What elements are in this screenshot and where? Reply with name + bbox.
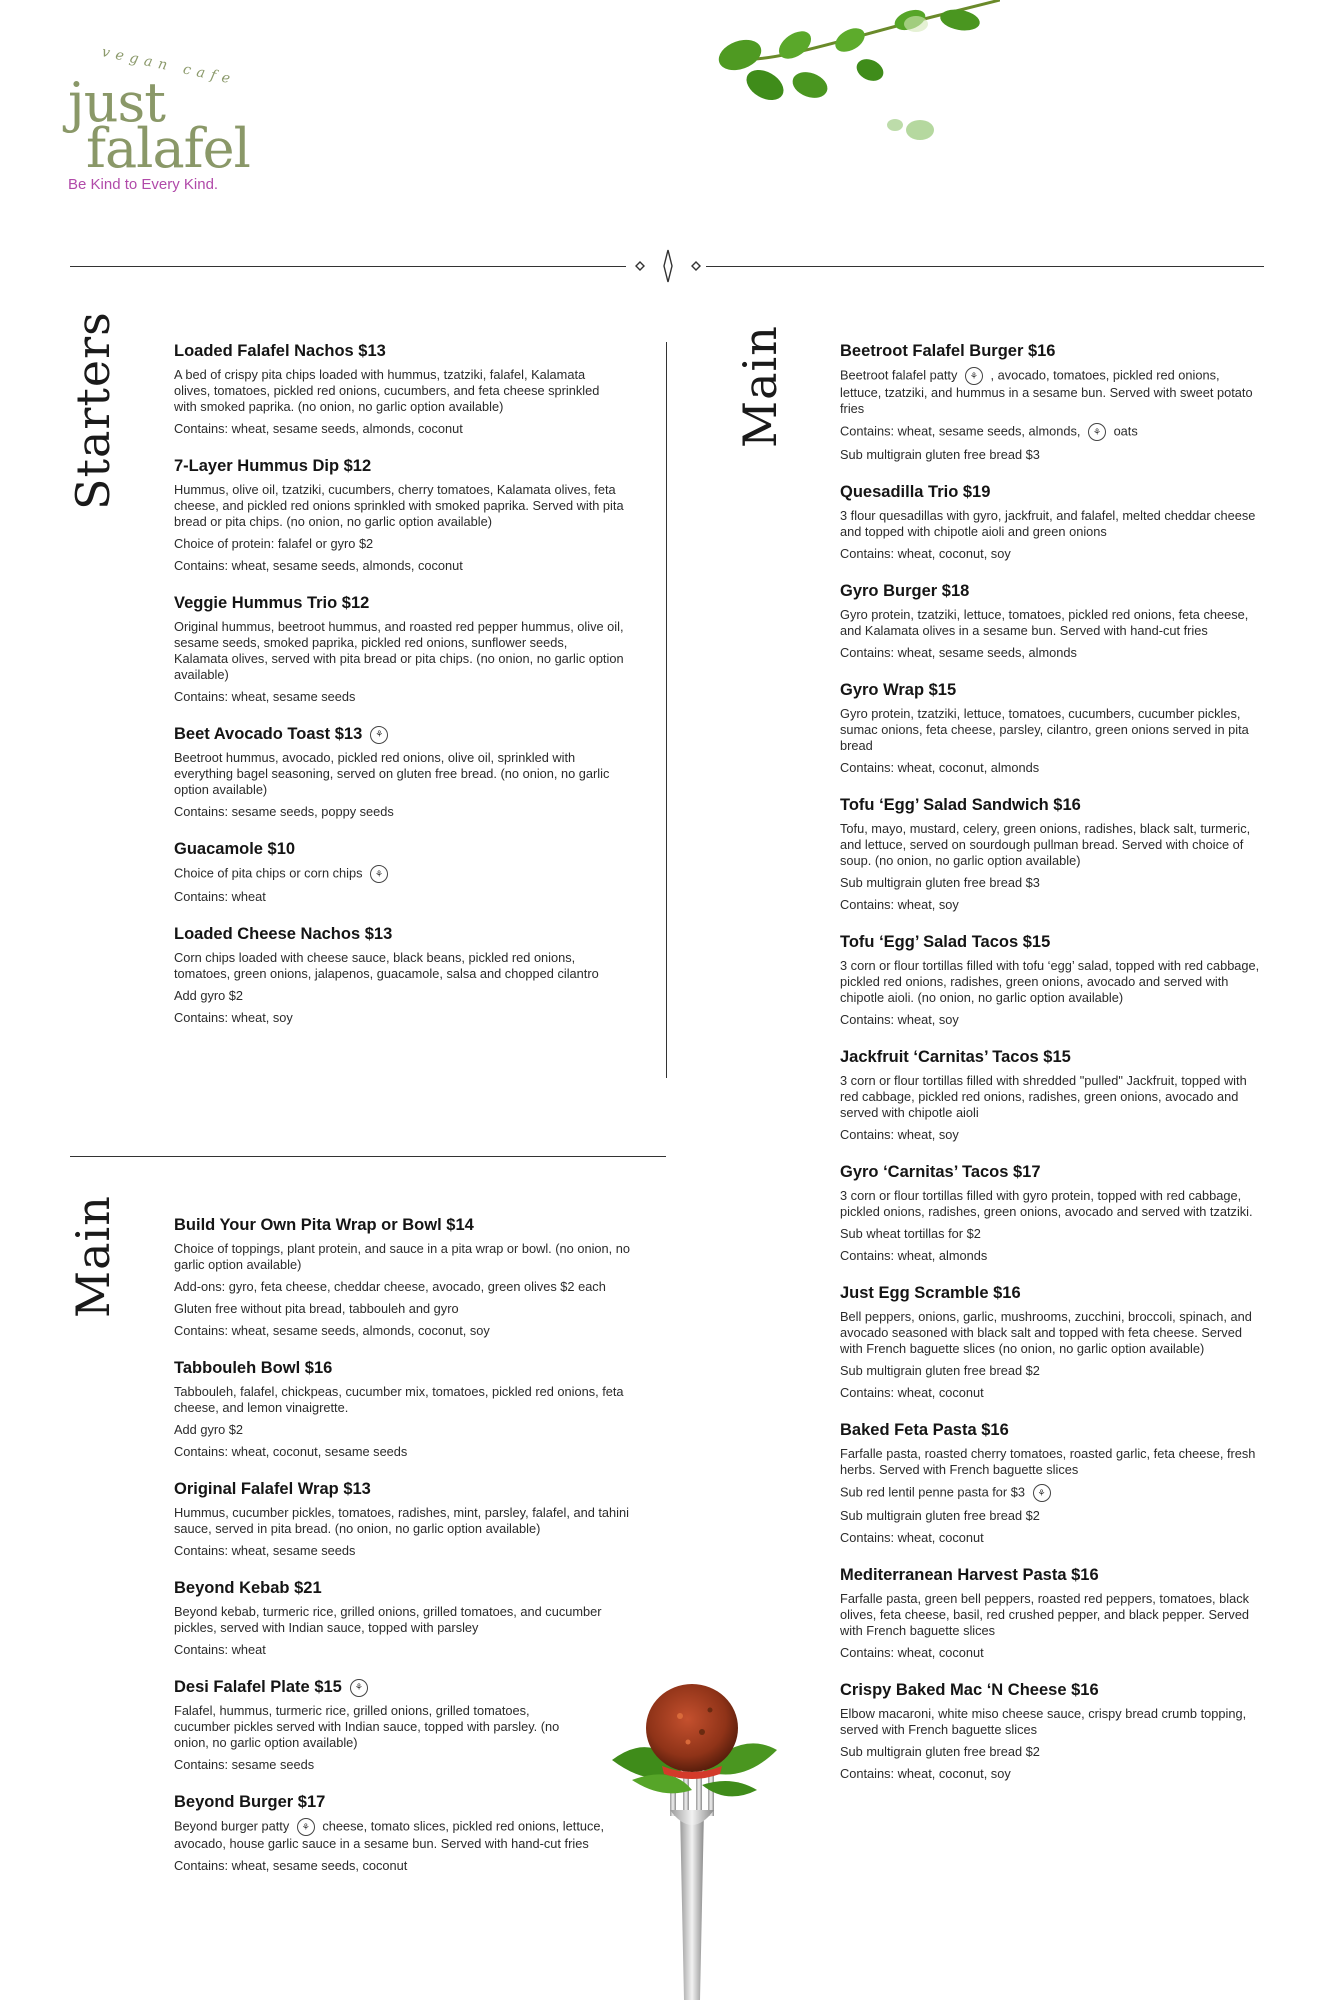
item-option: Gluten free without pita bread, tabbouleh and gyro [174, 1301, 459, 1316]
menu-item [840, 1566, 1260, 1661]
item-name: Mediterranean Harvest Pasta $16 [840, 1566, 1099, 1584]
item-name: Tofu ‘Egg’ Salad Tacos $15 [840, 933, 1051, 951]
menu-item [174, 1216, 634, 1339]
item-option: Sub multigrain gluten free bread $2 [840, 1363, 1040, 1378]
menu-item [840, 933, 1260, 1028]
item-contains-cont: oats [1113, 423, 1138, 439]
item-name: Original Falafel Wrap $13 [174, 1480, 371, 1498]
section-title-starters: Starters [66, 311, 120, 510]
item-name: Tabbouleh Bowl $16 [174, 1359, 333, 1377]
item-contains: Contains: wheat, soy [840, 1127, 959, 1142]
item-description: Hummus, cucumber pickles, tomatoes, radishes, mint, parsley, falafel, and tahini sauce, served in pita bread. (no onion, no garlic option available) [174, 1505, 629, 1536]
item-contains: Contains: sesame seeds [174, 1757, 315, 1772]
item-option: Sub multigrain gluten free bread $2 [840, 1744, 1040, 1759]
item-description: 3 corn or flour tortillas filled with gyro protein, topped with red cabbage, pickled onions, radishes, green onions, avocado and served with tzatziki. [840, 1188, 1253, 1219]
menu-item [840, 1284, 1260, 1401]
wheat-icon: ⚘ [1088, 423, 1106, 441]
wheat-icon: ⚘ [965, 367, 983, 385]
item-contains: Contains: wheat [174, 1642, 266, 1657]
item-description: 3 corn or flour tortillas filled with tofu ‘egg’ salad, topped with red cabbage, pickled red onions, radishes, green onions, avocado and served with chipotle aioli. (no onion, no garlic option available) [840, 958, 1260, 1005]
item-contains: Contains: wheat, coconut, almonds [840, 760, 1040, 775]
item-description: Gyro protein, tzatziki, lettuce, tomatoes, pickled red onions, feta cheese, and Kalamata olives in a sesame bun. Served with hand-cut fries [840, 607, 1249, 638]
item-option: Choice of protein: falafel or gyro $2 [174, 536, 374, 551]
header-divider-right [706, 266, 1264, 267]
item-description: Gyro protein, tzatziki, lettuce, tomatoes, cucumbers, cucumber pickles, sumac onions, feta cheese, parsley, cilantro, green onions served in pita bread [840, 706, 1249, 753]
menu-item [840, 582, 1260, 661]
menu-item [174, 840, 624, 905]
wheat-icon: ⚘ [370, 865, 388, 883]
item-description-row [174, 865, 624, 883]
item-contains: Contains: wheat, sesame seeds, almonds, [840, 423, 1081, 439]
item-contains: Contains: wheat, sesame seeds, almonds, coconut, soy [174, 1323, 490, 1338]
menu-item [840, 483, 1260, 562]
item-contains: Contains: wheat, soy [840, 1012, 959, 1027]
item-contains: Contains: wheat, sesame seeds, almonds [840, 645, 1077, 660]
menu-item [840, 796, 1260, 913]
menu-item [174, 594, 624, 705]
logo-tagline: vegan cafe [100, 44, 238, 89]
logo-slogan: Be Kind to Every Kind. [68, 176, 219, 193]
mint-leaves-image [700, 0, 1000, 160]
item-contains: Contains: wheat, sesame seeds, almonds, coconut [174, 558, 463, 573]
item-name: Beyond Burger $17 [174, 1793, 326, 1811]
item-contains: Contains: wheat, soy [174, 1010, 293, 1025]
menu-item [174, 342, 624, 437]
item-description: Original hummus, beetroot hummus, and roasted red pepper hummus, olive oil, sesame seeds, smoked paprika, pickled red onions, sunflower seeds, Kalamata olives, served with pita bread or pita chips. (no onion, no garlic option available) [174, 619, 624, 682]
item-option: Sub red lentil penne pasta for $3 [840, 1484, 1025, 1500]
item-name: Loaded Cheese Nachos $13 [174, 925, 393, 943]
menu-item [174, 1579, 634, 1658]
wheat-icon: ⚘ [1033, 1484, 1051, 1502]
item-contains: Contains: wheat, sesame seeds [174, 689, 356, 704]
item-contains: Contains: wheat, coconut, soy [840, 546, 1011, 561]
item-description-row [840, 367, 1260, 417]
menu-item [174, 1678, 634, 1773]
item-description: Falafel, hummus, turmeric rice, grilled onions, grilled tomatoes, cucumber pickles served with Indian sauce, topped with parsley. (no onion, no garlic option available) [174, 1703, 560, 1750]
item-description: Choice of toppings, plant protein, and sauce in a pita wrap or bowl. (no onion, no garlic option available) [174, 1241, 631, 1272]
item-option: Sub multigrain gluten free bread $2 [840, 1508, 1040, 1523]
item-contains-row [840, 423, 1260, 441]
item-name: Loaded Falafel Nachos $13 [174, 342, 386, 360]
item-name-row [174, 1678, 634, 1697]
item-description-cont: cheese, tomato slices, pickled red onions, lettuce, avocado, house garlic sauce in a sesame bun. Served with hand-cut fries [174, 1818, 605, 1851]
item-name: Gyro ‘Carnitas’ Tacos $17 [840, 1163, 1041, 1181]
item-description: Beyond kebab, turmeric rice, grilled onions, grilled tomatoes, and cucumber pickles, served with Indian sauce, topped with parsley [174, 1604, 602, 1635]
menu-item [174, 457, 624, 574]
item-description: Hummus, olive oil, tzatziki, cucumbers, cherry tomatoes, Kalamata olives, feta cheese, and pickled red onions sprinkled with smoked paprika. Served with pita bread or pita chips. (no onion, no garlic option available) [174, 482, 624, 529]
item-contains: Contains: wheat, coconut, sesame seeds [174, 1444, 408, 1459]
item-description: 3 corn or flour tortillas filled with shredded "pulled" Jackfruit, topped with red cabbage, pickled red onions, radishes, green onions, avocado and served with chipotle aioli [840, 1073, 1247, 1120]
item-option: Sub multigrain gluten free bread $3 [840, 447, 1040, 462]
item-option: Sub wheat tortillas for $2 [840, 1226, 981, 1241]
menu-item [174, 1359, 634, 1460]
item-description: Tofu, mayo, mustard, celery, green onions, radishes, black salt, turmeric, and lettuce, served on sourdough pullman bread. Served with choice of soup. (no onion, no garlic option available) [840, 821, 1251, 868]
item-description: Farfalle pasta, green bell peppers, roasted red peppers, tomatoes, black olives, feta cheese, basil, red crushed pepper, and black pepper. Served with French baguette slices [840, 1591, 1250, 1638]
main-right-list [840, 342, 1260, 1802]
item-description: Beetroot falafel patty [840, 367, 958, 383]
main-left-list [174, 1216, 634, 1894]
starters-list [174, 342, 624, 1046]
item-description-cont: , avocado, tomatoes, pickled red onions, lettuce, tzatziki, and hummus in a sesame bun. Served with sweet potato fries [840, 367, 1253, 416]
menu-item [174, 1793, 634, 1874]
item-name: Just Egg Scramble $16 [840, 1284, 1021, 1302]
menu-item [840, 681, 1260, 776]
item-option: Add gyro $2 [174, 988, 244, 1003]
item-description: 3 flour quesadillas with gyro, jackfruit, and falafel, melted cheddar cheese and topped with chipotle aioli and green onions [840, 508, 1256, 539]
item-name: Gyro Burger $18 [840, 582, 970, 600]
item-name: Beetroot Falafel Burger $16 [840, 342, 1056, 360]
item-description: Beyond burger patty [174, 1818, 290, 1834]
item-name: Desi Falafel Plate $15 [174, 1678, 342, 1696]
menu-item [840, 1681, 1260, 1782]
item-name: Crispy Baked Mac ‘N Cheese $16 [840, 1681, 1099, 1699]
item-description-row [174, 1818, 624, 1852]
item-description: Bell peppers, onions, garlic, mushrooms, zucchini, broccoli, spinach, and avocado seasoned with black salt and topped with feta cheese. Served with French baguette slices (no onion, no garlic option available) [840, 1309, 1252, 1356]
item-description: Farfalle pasta, roasted cherry tomatoes, roasted garlic, feta cheese, fresh herbs. Served with French baguette slices [840, 1446, 1256, 1477]
item-description: Corn chips loaded with cheese sauce, black beans, pickled red onions, tomatoes, green onions, jalapenos, guacamole, salsa and chopped cilantro [174, 950, 599, 981]
item-name: Veggie Hummus Trio $12 [174, 594, 370, 612]
menu-item [840, 1421, 1260, 1546]
wheat-icon: ⚘ [297, 1818, 315, 1836]
menu-item [174, 1480, 634, 1559]
column-separator [666, 342, 667, 1078]
item-option: Add gyro $2 [174, 1422, 244, 1437]
item-name: 7-Layer Hummus Dip $12 [174, 457, 372, 475]
item-name: Gyro Wrap $15 [840, 681, 957, 699]
logo-word-just: just [68, 71, 165, 134]
item-name: Tofu ‘Egg’ Salad Sandwich $16 [840, 796, 1081, 814]
wheat-icon: ⚘ [350, 1679, 368, 1697]
item-contains: Contains: wheat [174, 889, 266, 904]
item-description: Choice of pita chips or corn chips [174, 865, 363, 881]
menu-item [840, 342, 1260, 463]
item-addons: Add-ons: gyro, feta cheese, cheddar cheese, avocado, green olives $2 each [174, 1279, 606, 1294]
item-contains: Contains: wheat, sesame seeds, coconut [174, 1858, 408, 1873]
item-contains: Contains: wheat, almonds [840, 1248, 988, 1263]
menu-item [840, 1163, 1260, 1264]
item-description: Beetroot hummus, avocado, pickled red onions, olive oil, sprinkled with everything bagel seasoning, served on gluten free bread. (no onion, no garlic option available) [174, 750, 610, 797]
diamond-ornament-icon [628, 248, 708, 284]
menu-item [174, 725, 624, 820]
wheat-icon: ⚘ [370, 726, 388, 744]
item-contains: Contains: wheat, sesame seeds [174, 1543, 356, 1558]
item-name: Build Your Own Pita Wrap or Bowl $14 [174, 1216, 474, 1234]
item-description: A bed of crispy pita chips loaded with hummus, tzatziki, falafel, Kalamata olives, tomatoes, pickled red onions, cucumbers, and feta cheese sprinkled with smoked paprika. (no onion, no garlic option available) [174, 367, 600, 414]
item-contains: Contains: sesame seeds, poppy seeds [174, 804, 394, 819]
item-name: Beyond Kebab $21 [174, 1579, 322, 1597]
item-name: Guacamole $10 [174, 840, 296, 858]
item-name: Quesadilla Trio $19 [840, 483, 991, 501]
item-name: Baked Feta Pasta $16 [840, 1421, 1009, 1439]
menu-item [174, 925, 624, 1026]
item-contains: Contains: wheat, soy [840, 897, 959, 912]
item-name: Beet Avocado Toast $13 [174, 725, 363, 743]
item-contains: Contains: wheat, sesame seeds, almonds, coconut [174, 421, 463, 436]
item-name-row [174, 725, 624, 744]
logo [62, 40, 282, 200]
item-name: Jackfruit ‘Carnitas’ Tacos $15 [840, 1048, 1071, 1066]
item-description: Tabbouleh, falafel, chickpeas, cucumber mix, tomatoes, pickled red onions, feta cheese, and lemon vinaigrette. [174, 1384, 624, 1415]
section-title-main-right: Main [733, 325, 787, 448]
item-contains: Contains: wheat, coconut [840, 1530, 984, 1545]
item-contains: Contains: wheat, coconut, soy [840, 1766, 1011, 1781]
falafel-fork-image [592, 1670, 792, 2000]
section-divider [70, 1156, 666, 1157]
logo-word-falafel: falafel [86, 117, 250, 180]
menu-item [840, 1048, 1260, 1143]
item-option: Sub multigrain gluten free bread $3 [840, 875, 1040, 890]
header-divider-left [70, 266, 626, 267]
item-contains: Contains: wheat, coconut [840, 1645, 984, 1660]
item-contains: Contains: wheat, coconut [840, 1385, 984, 1400]
section-title-main-left: Main [66, 1195, 120, 1318]
item-description: Elbow macaroni, white miso cheese sauce, crispy bread crumb topping, served with French baguette slices [840, 1706, 1247, 1737]
item-option-row [840, 1484, 1260, 1502]
